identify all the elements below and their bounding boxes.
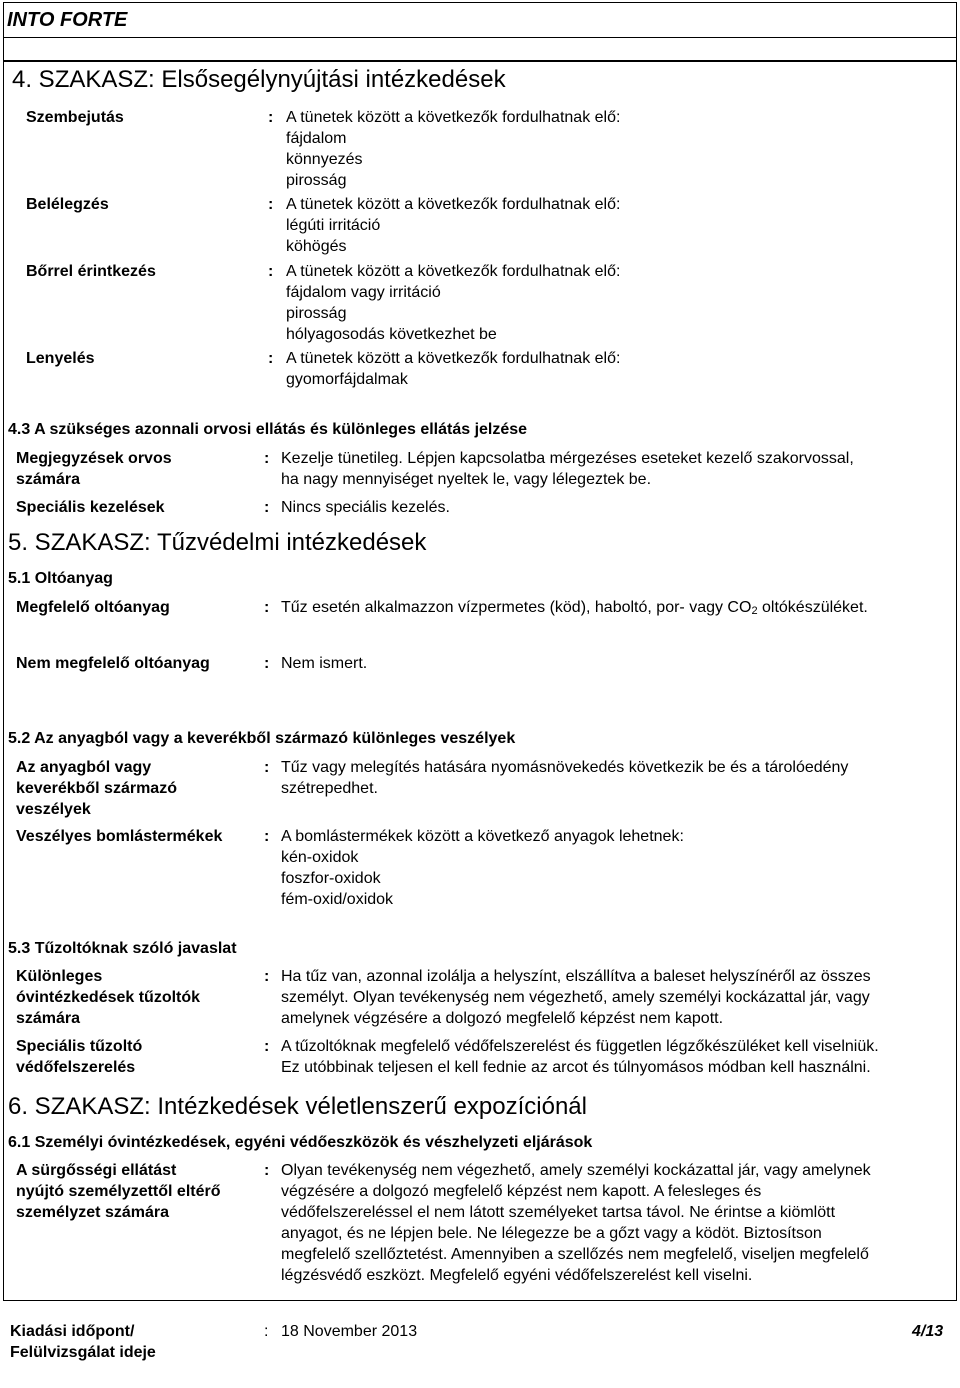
footer-rule xyxy=(3,1300,957,1301)
footer-issue-date: 18 November 2013 xyxy=(281,1323,418,1340)
subsection-4-3-heading: 4.3 A szükséges azonnali orvosi ellátás és különleges ellátás jelzése xyxy=(8,421,528,438)
unsuitable-media-value: Nem ismert. xyxy=(281,655,368,672)
ingestion-symptoms: A tünetek között a következők fordulhatnak elő: gyomorfájdalmak xyxy=(286,350,621,388)
section-6-title: 6. SZAKASZ: Intézkedések véletlenszerű expozíciónál xyxy=(8,1093,587,1120)
document-header xyxy=(3,2,957,38)
label-notes-to-physician: Megjegyzések orvos számára xyxy=(16,450,172,488)
suitable-media-value: Tűz esetén alkalmazzon vízpermetes (köd), haboltó, por- vagy CO2 oltókészüléket. xyxy=(281,599,868,617)
colon: : xyxy=(264,450,270,467)
colon: : xyxy=(264,759,270,776)
label-specific-treatments: Speciális kezelések xyxy=(16,499,165,516)
colon: : xyxy=(264,655,270,672)
colon: : xyxy=(268,196,274,213)
eye-contact-symptoms: A tünetek között a következők fordulhatnak elő: fájdalom könnyezés pirosság xyxy=(286,109,621,189)
label-unsuitable-media: Nem megfelelő oltóanyag xyxy=(16,655,210,672)
colon: : xyxy=(268,350,274,367)
firefighter-precautions-value: Ha tűz van, azonnal izolálja a helyszínt, elszállítva a baleset helyszínéről az összes személyt. Olyan tevékenység nem végezhető, amely személyi kockázattal jár, vagy amelynek végzésére a dolgozó megfelelő képzést nem kapott. xyxy=(281,968,871,1027)
colon: : xyxy=(264,499,270,516)
colon: : xyxy=(268,109,274,126)
specific-treatments-value: Nincs speciális kezelés. xyxy=(281,499,450,516)
subsection-5-3-heading: 5.3 Tűzoltóknak szóló javaslat xyxy=(8,940,237,957)
label-suitable-media: Megfelelő oltóanyag xyxy=(16,599,170,616)
frame-left xyxy=(3,38,4,1300)
label-eye-contact: Szembejutás xyxy=(26,109,124,126)
subsection-6-1-heading: 6.1 Személyi óvintézkedések, egyéni védőeszközök és vészhelyzeti eljárások xyxy=(8,1134,593,1151)
colon: : xyxy=(268,263,274,280)
subsection-5-2-heading: 5.2 Az anyagból vagy a keverékből származó különleges veszélyek xyxy=(8,730,516,747)
colon: : xyxy=(264,1038,270,1055)
label-firefighter-equipment: Speciális tűzoltó védőfelszerelés xyxy=(16,1038,143,1076)
colon: : xyxy=(264,968,270,985)
non-emergency-personnel-value: Olyan tevékenység nem végezhető, amely személyi kockázattal jár, vagy amelynek végzésére a dolgozó megfelelő képzést nem kapott. A felesleges és védőfelszereléssel el nem látott személyeket tartsa távol. Ne érintse a kiömlött anyagot, és ne lépjen bele. Ne lélegezze be a gőzt vagy a ködöt. Biztosítson megfelelő szellőztetést. Amennyiben a szellőzés nem megfelelő, viseljen megfelelő légzésvédő eszközt. Megfelelő egyéni védőfelszerelést kell viselni. xyxy=(281,1162,871,1284)
section-4-title: 4. SZAKASZ: Elsősegélynyújtási intézkedések xyxy=(12,66,506,93)
label-firefighter-precautions: Különleges óvintézkedések tűzoltók számára xyxy=(16,968,201,1027)
label-ingestion: Lenyelés xyxy=(26,350,95,367)
colon: : xyxy=(264,1162,270,1179)
label-skin-contact: Bőrrel érintkezés xyxy=(26,263,156,280)
product-name: INTO FORTE xyxy=(7,9,128,31)
notes-to-physician-value: Kezelje tünetileg. Lépjen kapcsolatba mérgezéses eseteket kezelő szakorvossal, ha nagy mennyiséget nyeltek le, vagy lélegeztek be. xyxy=(281,450,854,488)
firefighter-equipment-value: A tűzoltóknak megfelelő védőfelszerelést és független légzőkészüléket kell viselniük. Ez utóbbinak teljesen el kell fednie az arcot és túlnyomásos módban kell használni. xyxy=(281,1038,879,1076)
footer-page-number: 4/13 xyxy=(912,1323,944,1340)
specific-hazards-value: Tűz vagy melegítés hatására nyomásnövekedés következik be és a tárolóedény szétrepedhet. xyxy=(281,759,849,797)
label-specific-hazards: Az anyagból vagy keverékből származó veszélyek xyxy=(16,759,177,818)
label-non-emergency-personnel: A sürgősségi ellátást nyújtó személyzettől eltérő személyzet számára xyxy=(16,1162,221,1221)
section-bar xyxy=(3,60,957,62)
label-inhalation: Belélegzés xyxy=(26,196,109,213)
section-5-title: 5. SZAKASZ: Tűzvédelmi intézkedések xyxy=(8,529,427,556)
skin-contact-symptoms: A tünetek között a következők fordulhatnak elő: fájdalom vagy irritáció pirosság hólyagosodás következhet be xyxy=(286,263,621,343)
colon: : xyxy=(264,599,270,616)
subsection-5-1-heading: 5.1 Oltóanyag xyxy=(8,570,113,587)
colon: : xyxy=(264,828,270,845)
inhalation-symptoms: A tünetek között a következők fordulhatnak elő: légúti irritáció köhögés xyxy=(286,196,621,255)
hazardous-decomposition-value: A bomlástermékek között a következő anyagok lehetnek: kén-oxidok foszfor-oxidok fém-oxid/oxidok xyxy=(281,828,684,908)
label-hazardous-decomposition: Veszélyes bomlástermékek xyxy=(16,828,223,845)
footer-issue-date-label: Kiadási időpont/ Felülvizsgálat ideje xyxy=(10,1323,156,1361)
colon: : xyxy=(264,1323,269,1340)
frame-right xyxy=(956,38,957,1300)
